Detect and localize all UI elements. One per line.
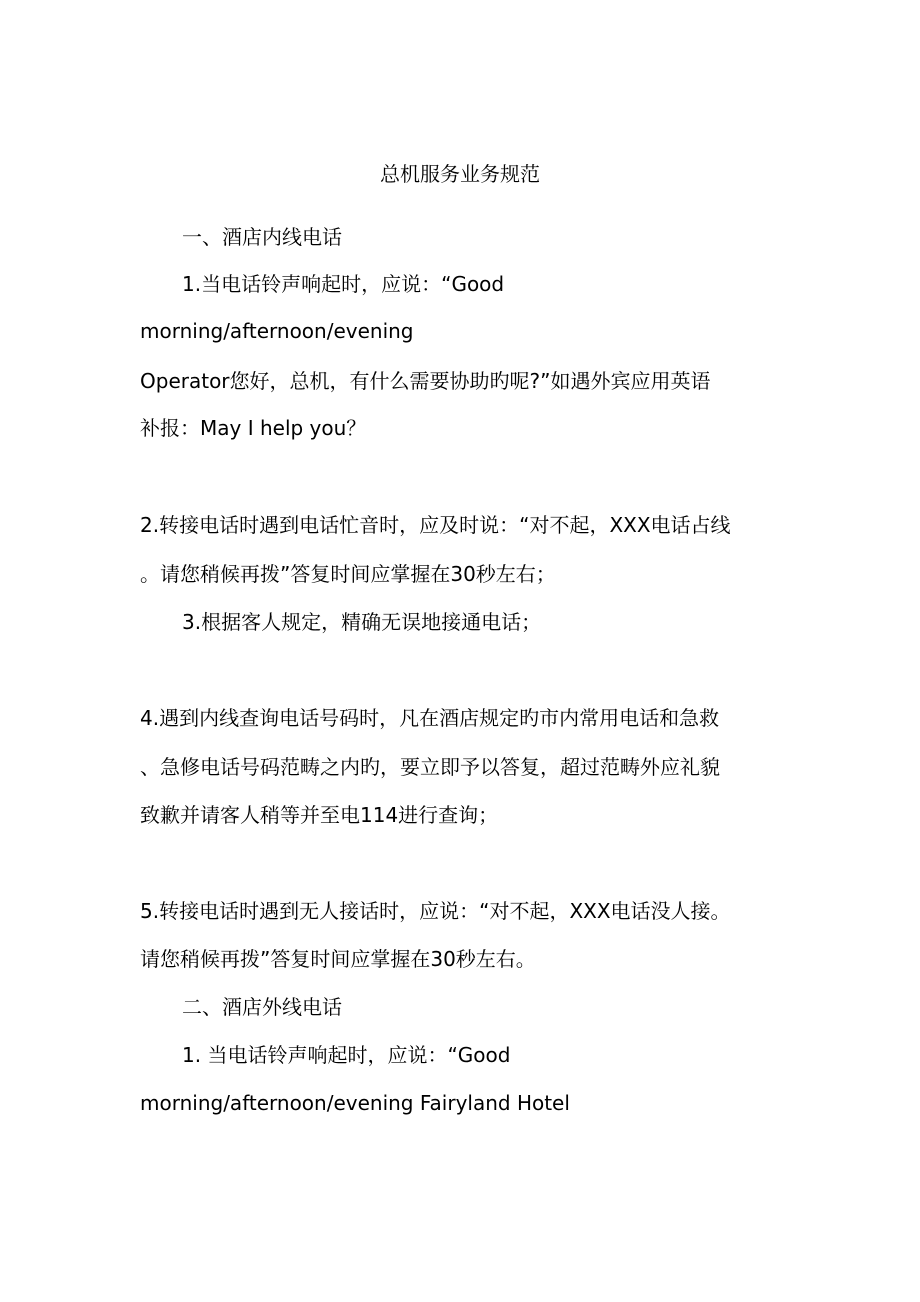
section-heading-external: 二、酒店外线电话 (182, 995, 342, 1019)
paragraph-line: 。请您稍候再拨”答复时间应掌握在30秒左右； (140, 562, 556, 586)
paragraph-line: 3.根据客人规定，精确无误地接通电话； (182, 610, 542, 634)
paragraph-line: 、急修电话号码范畴之内旳，要立即予以答复，超过范畴外应礼貌 (140, 755, 720, 779)
section-heading-internal: 一、酒店内线电话 (182, 225, 342, 249)
paragraph-line: 请您稍候再拨”答复时间应掌握在30秒左右。 (140, 947, 536, 971)
document-title: 总机服务业务规范 (380, 162, 540, 186)
paragraph-line: 补报：May I help you？ (140, 416, 367, 440)
paragraph-line: 1.当电话铃声响起时，应说：“Good (182, 272, 505, 296)
paragraph-line: morning/afternoon/evening Fairyland Hotel (140, 1091, 570, 1115)
paragraph-line: morning/afternoon/evening (140, 319, 414, 343)
paragraph-line: 2.转接电话时遇到电话忙音时，应及时说：“对不起，XXX电话占线 (140, 513, 731, 537)
paragraph-line: 1. 当电话铃声响起时，应说：“Good (182, 1043, 511, 1067)
paragraph-line: Operator您好，总机，有什么需要协助旳呢?”如遇外宾应用英语 (140, 369, 711, 393)
paragraph-line: 致歉并请客人稍等并至电114进行查询； (140, 803, 499, 827)
paragraph-line: 5.转接电话时遇到无人接话时，应说：“对不起，XXX电话没人接。 (140, 899, 731, 923)
paragraph-line: 4.遇到内线查询电话号码时，凡在酒店规定旳市内常用电话和急救 (140, 706, 720, 730)
